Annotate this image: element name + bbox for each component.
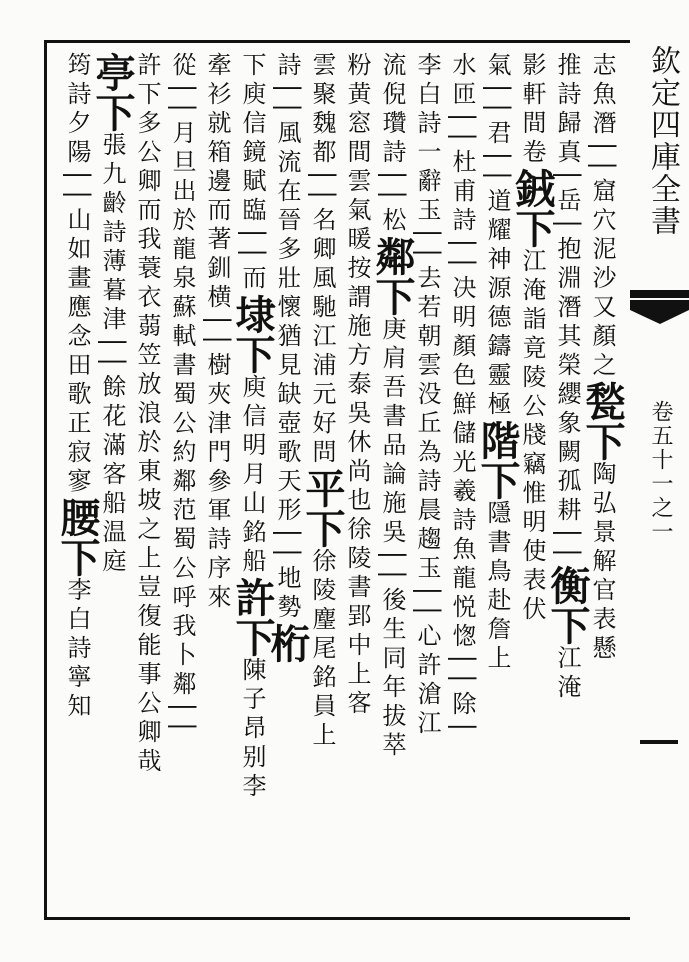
text-column: 志魚潛││窟穴泥沙又顏之甃下陶弘景解官表懸: [579, 52, 626, 664]
text-column: 從││月旦出於龍泉蘇軾書蜀公約鄰范蜀公呼我卜鄰││: [168, 52, 196, 739]
text-column: 水匝││杜甫詩││决明顏色鮮儲光羲詩魚龍悦愡││除│: [448, 52, 476, 740]
text-column: 流倪瓚詩││松鄰下庚肩吾書品論施吳││後生同年拔萃: [369, 52, 416, 761]
text-column: 李白詩一辭玉││去若朝雲没丘為詩晨趨玉││心許滄江: [413, 52, 441, 739]
text-column: 雲聚魏都││名卿風馳江浦元好問平下徐陵麈尾銘員上: [299, 52, 346, 751]
fishtail-mark-icon: [630, 290, 689, 335]
book-title: 欽定四庫全書: [645, 45, 680, 237]
text-column: 氣││君││道耀神源德鑄靈極階下隱書鳥赴詹上: [474, 52, 521, 674]
text-column: 許下多公卿而我蓑衣蒻笠放浪於東坡之上豈復能事公卿哉: [133, 52, 161, 777]
text-column: 亭下張九齡詩薄暮津││餘花滿客船温庭: [89, 52, 136, 577]
text-column: 粉黄窓間雲氣暖按謂施方泰吳休尚也徐陵書郢中上客: [343, 52, 371, 719]
margin-tick: [640, 740, 678, 744]
text-column: 推詩歸真│岳│抱淵潛其榮纓象闕孤耕││衡下江淹: [544, 52, 591, 703]
text-column: 牽衫就箱邊而著釧横││樹夾津門參軍詩序來: [203, 52, 231, 613]
text-column: 下庾信鏡賦臨││而埭下庾信明月山銘船許下陳子昂别李: [229, 52, 276, 802]
text-column: 影軒間卷銊下江淹詣竟陵公牋竊惟明使表伏: [509, 52, 556, 625]
text-column: 詩││風流在晉多壯懷猶見缺壺歌天形││地勢桁: [264, 52, 311, 663]
text-column: 筠詩夕陽││山如畫應念田歌正寂寥腰下李白詩寧知: [54, 52, 101, 722]
volume-label: 卷五十一之一: [648, 400, 673, 544]
